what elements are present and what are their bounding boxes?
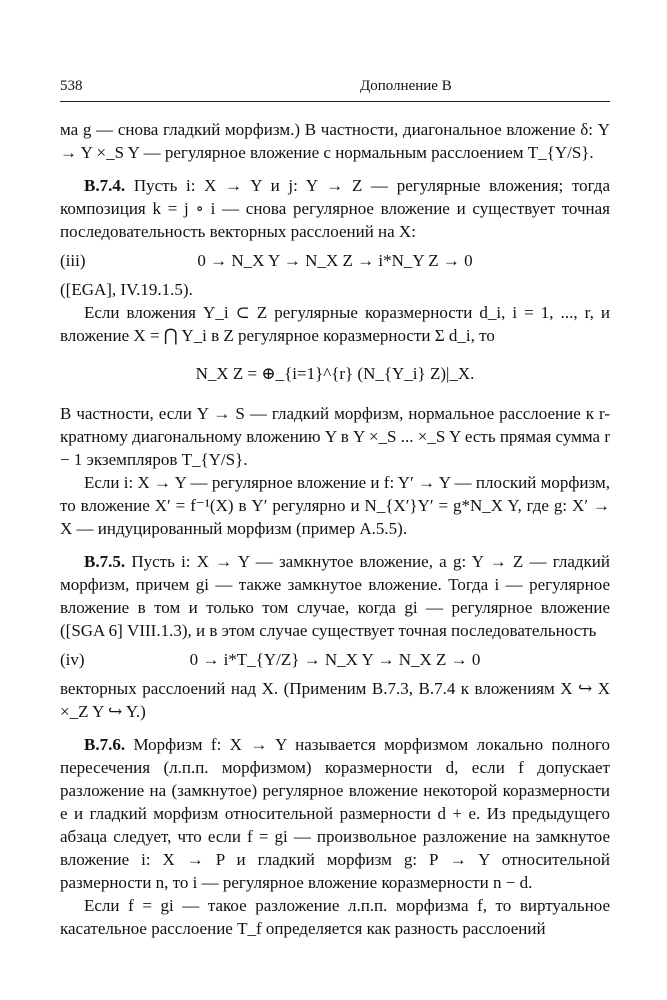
equation-iii	[60, 246, 610, 274]
running-header	[60, 78, 610, 98]
section-label-b76: B.7.6.	[84, 735, 126, 754]
equation-iv-formula: 0 → i*T_{Y/Z} → N_X Y → N_X Z → 0	[189, 650, 481, 669]
equation-iv	[60, 645, 610, 673]
page-number: 538	[60, 78, 83, 94]
paragraph-b74-text: Пусть i: X → Y и j: Y → Z — регулярные вложения; тогда композиция k = j ∘ i — снова регулярное вложение и существует точная последовательность векторных расслоений на X:	[60, 176, 611, 241]
paragraph-vector-bundles: векторных расслоений над X. (Применим B.7.3, B.7.4 к вложениям X ↪ X ×_Z Y ↪ Y.)	[60, 679, 610, 721]
paragraph-b76	[60, 733, 610, 894]
equation-direct-sum	[60, 350, 610, 398]
equation-iii-formula: 0 → N_X Y → N_X Z → i*N_Y Z → 0	[197, 251, 473, 270]
paragraph-b74	[60, 174, 610, 243]
section-label-b74: B.7.4.	[84, 176, 126, 195]
page-body	[60, 118, 610, 940]
running-title: Дополнение В	[360, 78, 452, 94]
paragraph-b75	[60, 550, 610, 642]
reference-ega: ([EGA], IV.19.1.5).	[60, 280, 193, 299]
equation-tag-iii: (iii)	[60, 251, 86, 270]
equation-direct-sum-formula: N_X Z = ⊕_{i=1}^{r} (N_{Y_i} Z)|_X.	[195, 364, 475, 383]
header-rule	[60, 101, 610, 102]
paragraph-intersection: Если вложения Y_i ⊂ Z регулярные коразмерности d_i, i = 1, ..., r, и вложение X = ⋂ Y_i в Z регулярное коразмерности Σ d_i, то	[60, 303, 610, 345]
paragraph-continuation: ма g — снова гладкий морфизм.) В частности, диагональное вложение δ: Y → Y ×_S Y — регулярное вложение с нормальным расслоением T_{Y/S}.	[60, 120, 610, 162]
paragraph-flat-base-change: Если i: X → Y — регулярное вложение и f: Y′ → Y — плоский морфизм, то вложение X′ = f⁻¹(X) в Y′ регулярно и N_{X′}Y′ = g*N_X Y, где g: X′ → X — индуцированный морфизм (пример A.5.5).	[60, 473, 610, 538]
paragraph-diagonal: В частности, если Y → S — гладкий морфизм, нормальное расслоение к r-кратному диагональному вложению Y в Y ×_S ... ×_S Y есть прямая сумма r − 1 экземпляров T_{Y/S}.	[60, 404, 610, 469]
paragraph-b76-text: Морфизм f: X → Y называется морфизмом локально полного пересечения (л.п.п. морфизмом) коразмерности d, если f допускает разложение на (замкнутое) регулярное вложение некоторой коразмерности e и гладкий морфизм относительной размерности d + e. Из предыдущего абзаца следует, что если f = gi — произвольное разложение на замкнутое вложение i: X → P и гладкий морфизм g: P → Y относительной размерности n, то i — регулярное вложение коразмерности n − d.	[60, 735, 610, 892]
paragraph-b75-text: Пусть i: X → Y — замкнутое вложение, а g: Y → Z — гладкий морфизм, причем gi — также замкнутое вложение. Тогда i — регулярное вложение в том и только том случае, когда gi — регулярное вложение ([SGA 6] VIII.1.3), и в этом случае существует точная последовательность	[60, 552, 610, 640]
section-label-b75: B.7.5.	[84, 552, 126, 571]
paragraph-virtual-tangent: Если f = gi — такое разложение л.п.п. морфизма f, то виртуальное касательное расслоение T_f определяется как разность расслоений	[60, 896, 610, 938]
equation-tag-iv: (iv)	[60, 650, 85, 669]
